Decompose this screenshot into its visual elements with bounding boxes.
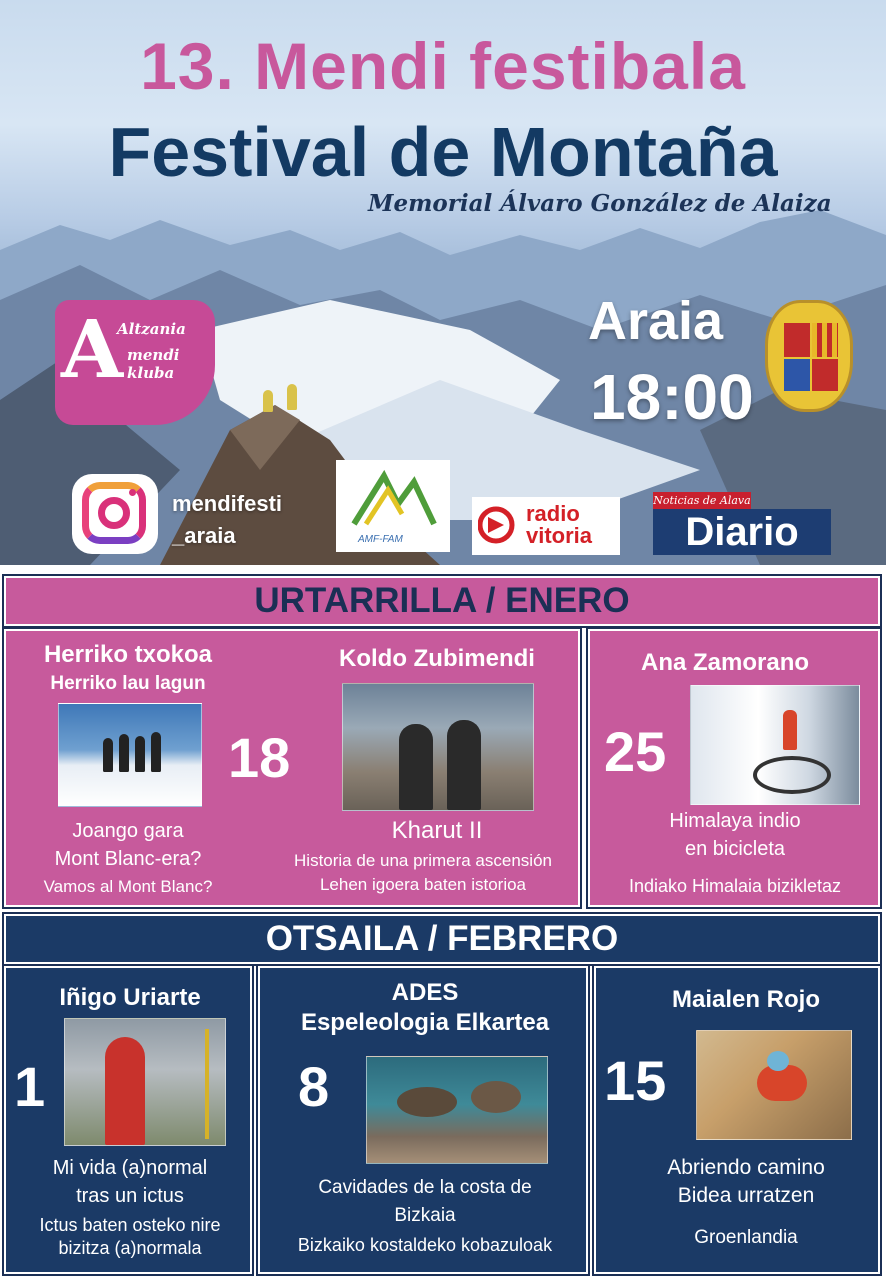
photo-kharut-climbers	[342, 683, 534, 811]
event-card-feb-1	[4, 966, 252, 1274]
diario-title: Diario	[653, 509, 831, 555]
talk-title-eu: Bizkaiko kostaldeko kobazuloak	[297, 1235, 553, 1255]
amf-mountain-icon	[336, 464, 450, 534]
speaker-sub: Herriko lau lagun	[50, 673, 206, 694]
club-logo-mark: A	[61, 302, 124, 396]
town-coat-of-arms-icon	[765, 300, 853, 412]
talk-eu-line2: bizitza (a)normala	[58, 1238, 202, 1258]
photo-mont-blanc-group	[58, 703, 202, 807]
event-card-jan-25	[588, 629, 880, 907]
photo-bizkaia-coast	[366, 1056, 548, 1164]
photo-cyclist-snow-wall	[690, 685, 860, 805]
month-header-january: URTARRILLA / ENERO	[4, 576, 880, 626]
instagram-icon[interactable]	[72, 474, 158, 554]
radio-vitoria-line1: radio	[526, 501, 580, 526]
event-day: 15	[604, 1049, 667, 1112]
event-time: 18:00	[590, 361, 754, 433]
talk-title-eu	[6, 1214, 252, 1260]
climbers-figures	[255, 382, 315, 422]
talk-eu-line1: Ictus baten osteko nire	[39, 1215, 221, 1235]
event-day: 8	[298, 1055, 330, 1118]
talk-title-line1: Abriendo camino	[667, 1156, 825, 1179]
radio-vitoria-text	[526, 503, 592, 547]
talk-title-eu: Indiako Himalaia bizikletaz	[628, 876, 842, 896]
instagram-handle-line1: mendifesti	[172, 491, 283, 516]
event-card-feb-8	[258, 966, 588, 1274]
talk-title-line1: Himalaya indio	[669, 810, 801, 832]
radio-vitoria-line2: vitoria	[526, 523, 593, 548]
speaker-ana-zamorano: Ana Zamorano	[640, 649, 810, 676]
amf-logo-caption: AMF-FAM	[358, 534, 403, 545]
talk-title-line1: Mi vida (a)normal	[52, 1157, 208, 1179]
talk-title-line2: en bicicleta	[684, 838, 786, 860]
talk1-es: Vamos al Mont Blanc?	[43, 877, 213, 896]
talk-title	[590, 807, 880, 863]
diario-header: Noticias de Alava	[653, 494, 751, 507]
festival-title: Festival de Montaña	[108, 113, 778, 191]
event-day: 25	[604, 720, 667, 783]
talk1-line2: Mont Blanc-era?	[54, 848, 202, 870]
memorial-subtitle: Memorial Álvaro González de Alaiza	[368, 190, 832, 217]
talk-title	[596, 1154, 880, 1210]
talk-title-line2: tras un ictus	[76, 1185, 184, 1207]
club-logo	[55, 300, 215, 425]
talk1-line1: Joango gara	[72, 820, 184, 842]
radio-vitoria-logo	[472, 497, 620, 555]
talk-title-line1: Cavidades de la costa de	[318, 1177, 532, 1198]
talk-title	[6, 1154, 252, 1210]
event-card-feb-15	[594, 966, 880, 1274]
instagram-handle[interactable]	[172, 488, 282, 552]
talk2-eu: Lehen igoera baten istorioa	[319, 875, 527, 894]
diario-noticias-logo	[653, 492, 833, 557]
speaker-koldo-zubimendi: Koldo Zubimendi	[339, 645, 535, 672]
speaker-herriko-txokoa: Herriko txokoa	[43, 641, 213, 668]
speaker-inigo-uriarte: Iñigo Uriarte	[59, 984, 201, 1011]
photo-maialen-climbing	[696, 1030, 852, 1140]
talk2-es: Historia de una primera ascensión	[294, 851, 552, 870]
speaker-maialen-rojo: Maialen Rojo	[671, 986, 821, 1013]
event-card-jan-18	[4, 629, 580, 907]
event-place: Araia	[588, 291, 724, 351]
speaker-line2: Espeleologia Elkartea	[300, 1009, 550, 1036]
amf-fam-logo	[336, 460, 450, 552]
radio-vitoria-icon	[478, 505, 518, 545]
talk-title	[260, 1174, 588, 1230]
speaker-ades	[260, 978, 588, 1038]
photo-inigo-runner	[64, 1018, 226, 1146]
event-day: 1	[14, 1055, 46, 1118]
talk-place: Groenlandia	[694, 1227, 798, 1248]
month-header-february: OTSAILA / FEBRERO	[4, 914, 880, 964]
club-logo-line1: Altzania	[117, 320, 186, 338]
edition-title: 13. Mendi festibala	[140, 29, 746, 103]
club-logo-line2: mendi kluba	[127, 346, 180, 382]
speaker-line1: ADES	[391, 979, 459, 1006]
instagram-handle-line2: _araia	[172, 523, 236, 548]
event-day: 18	[228, 726, 291, 789]
hero-banner	[0, 0, 886, 565]
talk-title-line2: Bidea urratzen	[677, 1184, 815, 1207]
talk2-title: Kharut II	[391, 817, 483, 844]
talk-title-line2: Bizkaia	[394, 1205, 456, 1226]
talk1-title	[12, 817, 244, 873]
